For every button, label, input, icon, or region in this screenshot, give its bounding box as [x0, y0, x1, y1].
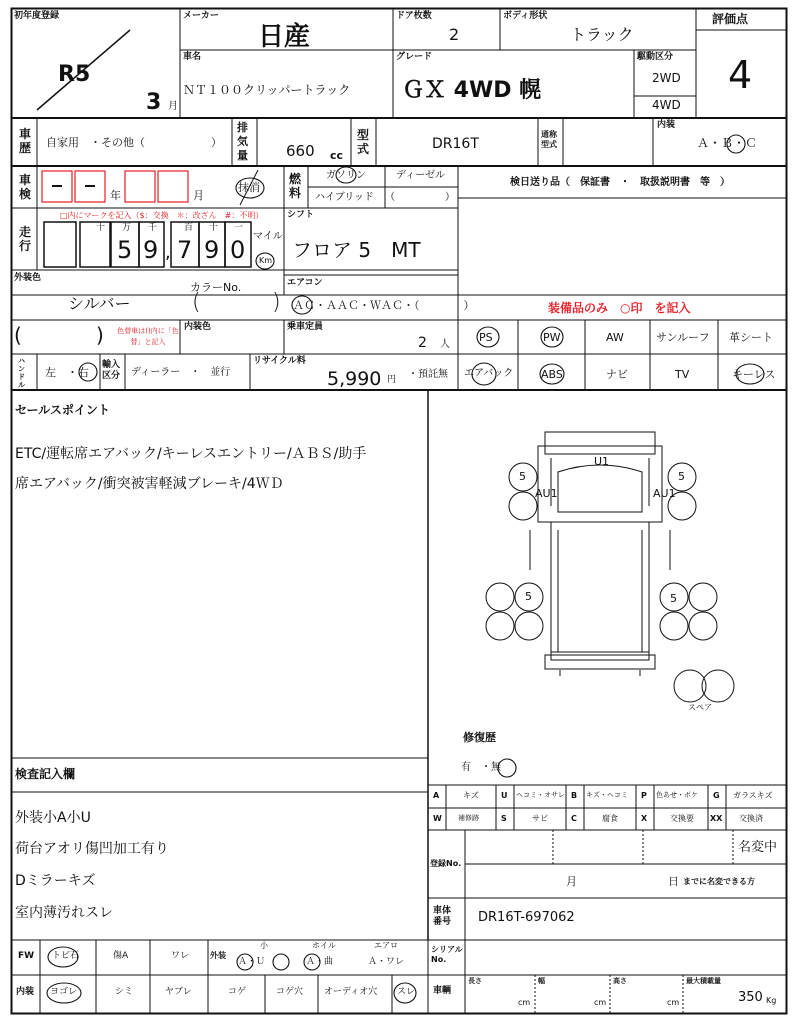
inspection-notes-title: 検査記入欄 — [15, 767, 76, 781]
first-reg-era: R5 — [58, 62, 91, 87]
equip-navi: ナビ — [606, 368, 628, 381]
first-reg-month-unit: 月 — [168, 101, 178, 112]
exterior-color-label: 外装色 — [14, 273, 42, 283]
fuel-other: （ ） — [385, 192, 455, 203]
interior-color-label: 内装色 — [184, 322, 212, 332]
equipment-title: 装備品のみ ○印 を記入 — [548, 301, 691, 315]
registration-month-unit: 月 — [566, 875, 577, 888]
serial-label: シリアルNo. — [431, 945, 463, 964]
inspection-year-unit: 年 — [110, 189, 121, 202]
drive-label: 駆動区分 — [637, 52, 674, 62]
legend-s-text: サビ — [532, 814, 548, 823]
history-value: 自家用 ・その他（ ） — [46, 136, 222, 149]
displacement-unit: cc — [330, 149, 344, 162]
legend-c-code: C — [571, 814, 577, 823]
color-change-paren-close: ) — [96, 323, 104, 347]
model-value: DR16T — [432, 136, 479, 152]
body-value: トラック — [570, 25, 634, 44]
legend-g-code: G — [713, 791, 720, 800]
ac-value: ＡＣ・ＡＡＣ・ＷＡＣ・（ ） — [293, 299, 475, 312]
inspection-note-4: 室内薄汚れスレ — [15, 905, 113, 921]
interior-item-burn-hole: コゲ穴 — [276, 987, 304, 997]
unit-10: 十 — [209, 223, 219, 233]
drive-4wd: 4WD — [652, 98, 681, 112]
color-change-note: 色替車は()内に「色替」と記入 — [117, 327, 179, 346]
legend-b-code: B — [571, 791, 578, 800]
legend-x-code: X — [641, 814, 648, 823]
max-load-unit: Kg — [766, 996, 777, 1005]
shift-label: シフト — [287, 210, 315, 220]
aero-value: Ａ・ワレ — [368, 957, 405, 967]
mileage-label: 走行 — [19, 225, 32, 253]
model-label: 型式 — [357, 128, 370, 156]
legend-u-text: ヘコミ・オサレ — [516, 791, 565, 799]
registration-day-unit: 日 — [668, 875, 679, 888]
legend-w-text: 補修跡 — [458, 814, 479, 822]
diagram-au1-left: AU1 — [535, 487, 558, 500]
equip-tv: TV — [675, 368, 690, 381]
unit-1k: 千 — [148, 223, 158, 233]
exterior-color-value: シルバー — [68, 294, 131, 313]
repair-value: 有 ・無 — [461, 762, 501, 773]
inspection-note-3: Dミラーキズ — [15, 873, 96, 889]
equip-pw: PW — [543, 331, 561, 344]
fuel-hybrid: ハイブリッド — [315, 192, 374, 203]
recycle-label: リサイクル料 — [253, 356, 306, 366]
legend-p-text: 色あせ・ボケ — [656, 791, 698, 799]
inspection-note-2: 荷台アオリ傷凹加工有り — [15, 841, 169, 857]
capacity-unit: 人 — [440, 339, 450, 350]
equip-ps: PS — [479, 331, 493, 344]
legend-c-text: 腐食 — [602, 814, 618, 823]
legend-x-text: 交換要 — [670, 814, 694, 823]
legend-s-code: S — [501, 814, 507, 823]
fw-item-crack: ワレ — [171, 951, 190, 961]
legend-a-code: A — [433, 791, 440, 800]
wheel-value: Ａ・曲 — [306, 957, 334, 967]
legend-u-code: U — [501, 791, 508, 800]
handle-label: ハンドル — [18, 357, 25, 389]
doors-label: ドア枚数 — [396, 11, 432, 21]
sales-line-1: ETC/運転席エアバック/キーレスエントリー/ＡＢＳ/助手 — [15, 446, 367, 462]
score-value: 4 — [728, 53, 753, 97]
capacity-label: 乗車定員 — [287, 322, 324, 332]
color-no-paren-open: ( — [192, 290, 201, 315]
fw-item-scratch: 傷A — [113, 951, 129, 961]
interior-item-dirt: ヨゴレ — [50, 987, 78, 997]
registration-by: までに名変できる方 — [683, 877, 755, 886]
first-reg-label: 初年度登録 — [14, 11, 60, 21]
registration-label: 登録No. — [430, 859, 462, 868]
mileage-digit-1: 5 — [117, 236, 133, 264]
fw-item-chip: トビ石 — [52, 951, 80, 961]
equip-aw: AW — [606, 331, 624, 344]
mileage-digit-3: 7 — [177, 236, 193, 264]
mileage-comma: , — [165, 242, 171, 263]
dims-label: 車輌 — [433, 986, 452, 996]
grade-value: ＧＸ 4WD 幌 — [402, 78, 542, 103]
km-label: Km — [259, 256, 273, 265]
diagram-u1: U1 — [594, 455, 610, 468]
chassis-value: DR16T-697062 — [478, 910, 575, 925]
mileage-digit-4: 9 — [204, 236, 220, 264]
sales-line-2: 席エアバック/衝突被害軽減ブレーキ/4ＷＤ — [15, 476, 284, 492]
wheel-label: ホイル — [312, 941, 336, 950]
small-value: Ａ・Ｕ — [238, 957, 266, 967]
mileage-digit-2: 9 — [143, 236, 159, 264]
equip-airbag: エアバック — [464, 368, 514, 379]
equip-sunroof: サンルーフ — [656, 331, 710, 344]
legend-xx-code: XX — [710, 814, 723, 823]
diagram-five-rear-left: 5 — [525, 590, 532, 603]
score-label: 評価点 — [712, 12, 749, 26]
common-model-label: 通称型式 — [541, 130, 557, 149]
color-no-paren-close: ) — [272, 290, 281, 315]
width-unit: cm — [594, 998, 607, 1007]
interior-item-stain: シミ — [115, 987, 134, 997]
diagram-five-right: 5 — [678, 470, 685, 483]
body-label: ボディ形状 — [503, 11, 548, 21]
doors-value: 2 — [449, 25, 460, 44]
interior-item-burn: コゲ — [228, 987, 247, 997]
diagram-au1-right: AU1 — [653, 487, 676, 500]
ac-label: エアコン — [287, 278, 323, 288]
recycle-deposit: ・預託無 — [408, 369, 448, 380]
length-unit: cm — [518, 998, 531, 1007]
inspection-note-1: 外装小A小U — [15, 810, 91, 826]
legend-w-code: W — [433, 814, 442, 823]
docs-title: 検日送り品（ 保証書 ・ 取扱説明書 等 ） — [510, 177, 730, 188]
aero-label: エアロ — [374, 941, 398, 950]
fuel-gasoline: ガソリン — [326, 170, 366, 181]
equip-leather: 革シート — [729, 331, 773, 344]
unit-10k: 万 — [122, 223, 132, 233]
color-no-label: カラーNo. — [190, 281, 242, 294]
legend-g-text: ガラスキズ — [733, 791, 773, 800]
legend-xx-text: 交換済 — [739, 814, 763, 823]
recycle-value: 5,990 — [327, 368, 382, 390]
capacity-value: 2 — [418, 335, 427, 351]
first-reg-month: 3 — [146, 90, 162, 115]
displacement-value: 660 — [286, 142, 315, 160]
equip-keyless: キーレス — [732, 368, 776, 381]
fw-label: FW — [18, 951, 35, 961]
mile-label: マイル — [253, 231, 283, 242]
fuel-diesel: ディーゼル — [396, 170, 445, 181]
car-name-value: ＮＴ１００クリッパートラック — [183, 83, 351, 97]
maker-label: メーカー — [183, 11, 219, 21]
interior-item-scuff: スレ — [397, 987, 416, 997]
bottom-interior-label: 内装 — [16, 987, 35, 997]
mileage-digit-5: 0 — [230, 236, 246, 264]
interior-item-tear: ヤブレ — [165, 987, 192, 997]
interior-grade: Ａ・Ｂ・Ｃ — [697, 136, 758, 150]
repair-label: 修復歴 — [463, 731, 496, 744]
max-load-label: 最大積載量 — [686, 977, 721, 985]
drive-2wd: 2WD — [652, 71, 681, 85]
width-label: 幅 — [538, 977, 545, 985]
handle-value: 左 ・右 — [45, 366, 89, 379]
name-change: 名変中 — [738, 840, 778, 855]
length-label: 長さ — [468, 977, 482, 985]
sales-title: セールスポイント — [15, 403, 110, 417]
equip-abs: ABS — [541, 368, 563, 381]
car-name-label: 車名 — [183, 52, 202, 62]
shift-value: フロア 5 MT — [292, 238, 421, 262]
chassis-label: 車体番号 — [433, 906, 452, 927]
inspection-expired: 抹消 — [238, 181, 260, 194]
unit-100k: 十 — [96, 223, 106, 233]
interior-label: 内装 — [657, 120, 676, 130]
height-unit: cm — [667, 998, 680, 1007]
maker-value: 日産 — [258, 22, 311, 52]
height-label: 高さ — [613, 977, 627, 985]
color-change-paren-open: ( — [14, 323, 22, 347]
recycle-unit: 円 — [387, 375, 397, 385]
small-label: 小 — [260, 941, 268, 950]
import-label: 輸入区分 — [102, 360, 121, 381]
legend-a-text: キズ — [463, 791, 479, 800]
interior-item-audio-hole: オーディオ穴 — [324, 987, 378, 997]
displacement-label: 排気量 — [237, 121, 248, 162]
fuel-label: 燃料 — [289, 172, 302, 200]
grade-label: グレード — [396, 52, 433, 62]
diagram-five-left: 5 — [519, 470, 526, 483]
unit-1: 一 — [234, 223, 244, 233]
import-value: ディーラー ・ 並行 — [131, 367, 231, 378]
diagram-spare: スペア — [688, 703, 712, 712]
diagram-five-rear-right: 5 — [670, 592, 677, 605]
history-label: 車歴 — [19, 127, 32, 155]
unit-100: 百 — [184, 223, 194, 233]
legend-p-code: P — [641, 791, 647, 800]
max-load-value: 350 — [738, 990, 763, 1005]
mileage-note: □内にマークを記入（$：交換 ＊：改ざん #：不明） — [60, 211, 264, 220]
legend-b-text: キズ・ヘコミ — [586, 791, 628, 799]
inspection-month-unit: 月 — [193, 189, 204, 202]
inspection-label: 車検 — [19, 173, 32, 201]
bottom-exterior-label: 外装 — [210, 951, 226, 960]
